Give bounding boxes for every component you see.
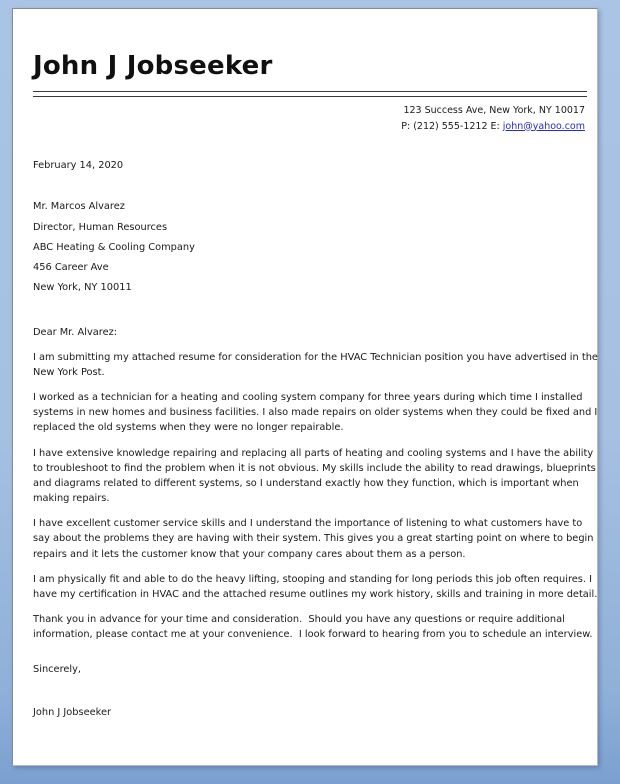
document-page-shadow-wrapper — [12, 8, 602, 766]
recipient-line: ABC Heating & Cooling Company — [33, 241, 195, 253]
letter-paragraph: I worked as a technician for a heating and cooling system company for three years during which time I installed systems in new homes and business facilities. I also made repairs on older systems when they could be fixed and I replaced the old systems when they were no longer repairable. — [33, 392, 601, 434]
letterhead-divider-rule — [33, 91, 587, 97]
letter-date: February 14, 2020 — [33, 160, 124, 172]
letter-paragraph: I am submitting my attached resume for consideration for the HVAC Technician position you have advertised in the New York Post. — [33, 351, 602, 378]
letterhead-address: 123 Success Ave, New York, NY 10017 — [403, 105, 585, 116]
letterhead-email-link[interactable]: john@yahoo.com — [502, 120, 585, 132]
document-page — [12, 8, 602, 766]
letterhead-contact-block — [33, 103, 587, 134]
letter-closing: Sincerely, — [33, 664, 82, 676]
letter-paragraph: I am physically fit and able to do the heavy lifting, stooping and standing for long periods this job often requires. I have my certification in HVAC and the attached resume outlines my work history, skills and training in more detail. — [33, 573, 598, 600]
letter-signature-name: John J Jobseeker — [33, 707, 112, 719]
letter-salutation: Dear Mr. Alvarez: — [33, 326, 118, 338]
page-content-area — [33, 9, 602, 765]
recipient-line: Mr. Marcos Alvarez — [33, 201, 125, 213]
letterhead-email-label: E: — [490, 120, 503, 132]
recipient-address-block — [33, 197, 587, 298]
recipient-line: 456 Career Ave — [33, 262, 109, 274]
letter-paragraph: I have extensive knowledge repairing and replacing all parts of heating and cooling systems and I have the ability to troubleshoot to find the problem when it is not obvious. My skills include the ability to read drawings, blueprints and diagrams related to different systems, so I understand exactly how they function, which is important when making repairs. — [33, 447, 599, 505]
letterhead-name: John J Jobseeker — [33, 51, 273, 81]
letterhead-phone-email-line — [33, 119, 585, 135]
letter-body — [33, 350, 601, 643]
recipient-line: Director, Human Resources — [33, 221, 168, 233]
recipient-line: New York, NY 10011 — [33, 282, 132, 294]
letter-paragraph: Thank you in advance for your time and consideration. Should you have any questions or require additional information, please contact me at your convenience. I look forward to hearing from you to schedule an interview. — [33, 614, 593, 641]
letterhead-phone: P: (212) 555-1212 — [401, 120, 491, 132]
letter-paragraph: I have excellent customer service skills and I understand the importance of listening to what customers have to say about the problems they are having with their system. This gives you a great starting point on where to begin repairs and it lets the customer know that your company cares about them as a person. — [33, 518, 597, 560]
